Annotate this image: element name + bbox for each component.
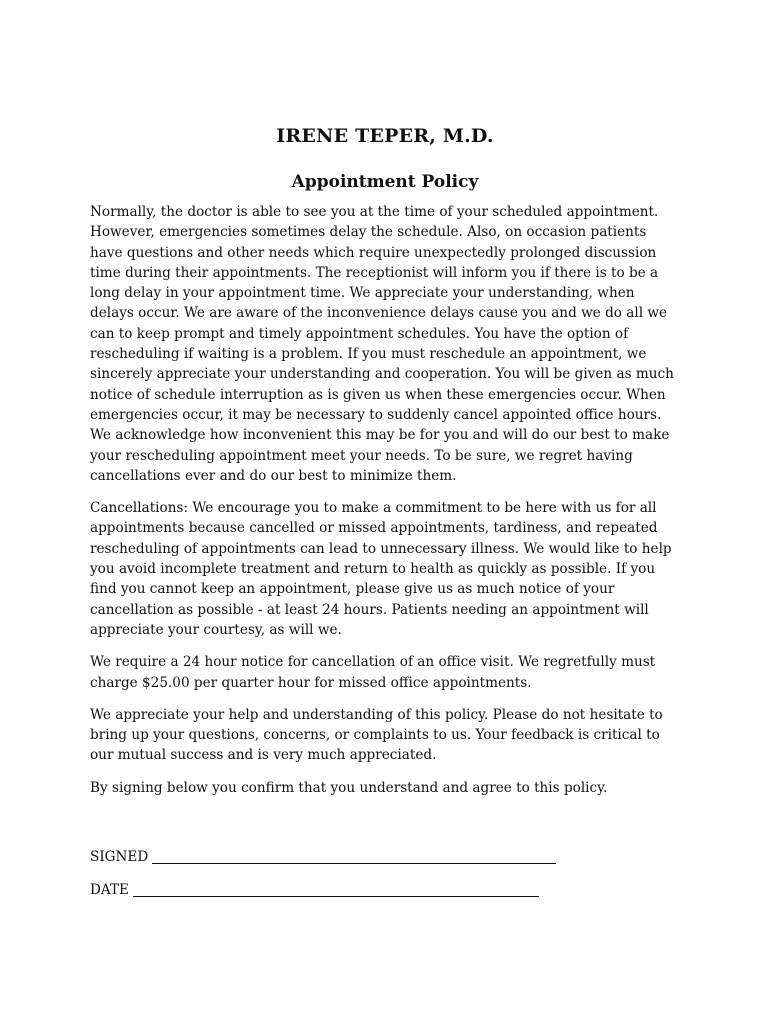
paragraph-delays: Normally, the doctor is able to see you at the time of your scheduled appointment. However, emergencies sometimes delay the schedule. Also, on occasion patients have questions and other needs which require unexpectedly prolonged discussion time during their appointments. The receptionist will inform you if there is to be a long delay in your appointment time. We appreciate your understanding, when delays occur. We are aware of the inconvenience delays cause you and we do all we can to keep prompt and timely appointment schedules. You have the option of rescheduling if waiting is a problem. If you must reschedule an appointment, we sincerely appreciate your understanding and cooperation. You will be given as much notice of schedule interruption as is given us when these emergencies occur. When emergencies occur, it may be necessary to suddenly cancel appointed office hours. We acknowledge how inconvenient this may be for you and will do our best to make your rescheduling appointment meet your needs. To be sure, we regret having cancellations ever and do our best to minimize them. xyxy=(90,204,674,484)
date-label: DATE xyxy=(90,882,129,898)
paragraph-notice-fee: We require a 24 hour notice for cancellation of an office visit. We regretfully must charge $25.00 per quarter hour for missed office appointments. xyxy=(90,654,656,691)
paragraph-agreement: By signing below you confirm that you understand and agree to this policy. xyxy=(90,779,608,796)
date-field[interactable] xyxy=(133,883,539,897)
date-line xyxy=(90,880,680,900)
signed-line xyxy=(90,847,680,867)
signature-field[interactable] xyxy=(152,850,556,864)
signed-label: SIGNED xyxy=(90,849,149,865)
policy-title: Appointment Policy xyxy=(291,172,479,192)
policy-body xyxy=(90,202,680,810)
paragraph-cancellations: Cancellations: We encourage you to make a commitment to be here with us for all appointments because cancelled or missed appointments, tardiness, and repeated rescheduling of appointments can lead to unnecessary illness. We would like to help you avoid incomplete treatment and return to health as quickly as possible. If you find you cannot keep an appointment, please give us as much notice of your cancellation as possible - at least 24 hours. Patients needing an appointment will appreciate your courtesy, as will we. xyxy=(90,500,672,638)
paragraph-feedback: We appreciate your help and understanding of this policy. Please do not hesitate to bring up your questions, concerns, or complaints to us. Your feedback is critical to our mutual success and is very much appreciated. xyxy=(90,706,663,764)
signature-block xyxy=(90,847,680,900)
doctor-name-heading: IRENE TEPER, M.D. xyxy=(276,125,494,147)
